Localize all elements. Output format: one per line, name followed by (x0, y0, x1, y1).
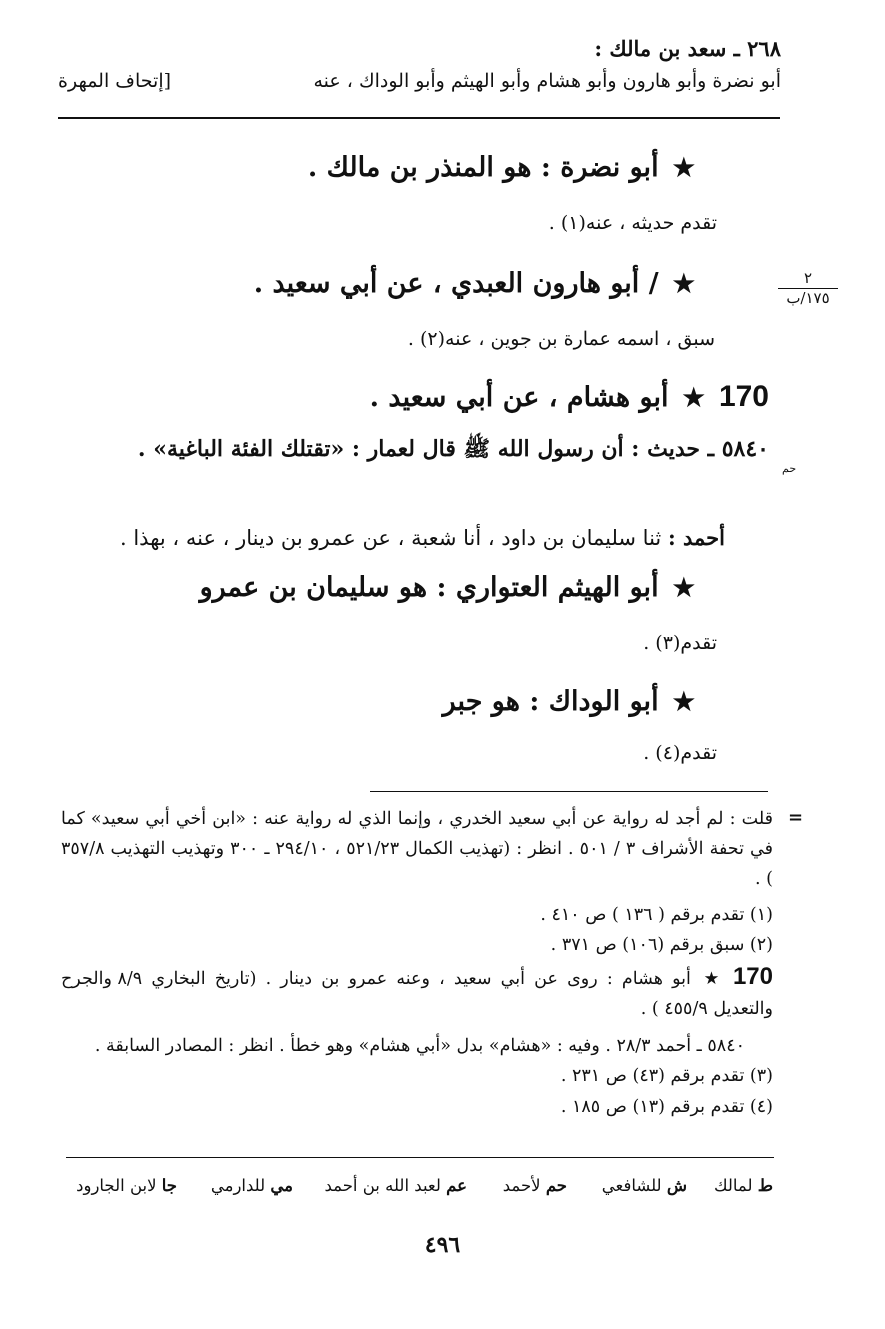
section-heading-abu-waddak (443, 686, 695, 717)
page-number: ٤٩٦ (424, 1232, 461, 1258)
star-icon: ★ (672, 573, 695, 602)
abbr-darimi (211, 1176, 293, 1195)
section-note: سبق ، اسمه عمارة بن جوين ، عنه(٢) . (407, 328, 715, 350)
star-icon: ★ (672, 153, 695, 182)
abbr-name: للدارمي (210, 1176, 266, 1195)
header-rule (58, 117, 780, 119)
heading-text: أبو هشام ، عن أبي سعيد . (369, 382, 669, 413)
entry-number: 170 (718, 380, 769, 413)
section-note: تقدم(٣) . (643, 632, 717, 654)
footnote-1: (١) تقدم برقم ( ١٣٦ ) ص ٤١٠ . (540, 905, 773, 925)
abbr-name: لمالك (713, 1176, 753, 1195)
section-heading-abu-hisham (370, 380, 769, 414)
heading-text: أبو الوداك : هو جبر (442, 686, 659, 717)
abbr-name: لابن الجارود (76, 1176, 157, 1195)
star-icon: ★ (682, 383, 705, 412)
margin-folio-ref (778, 268, 838, 307)
star-icon: ★ (672, 687, 695, 716)
abbr-name: لعبد الله بن أحمد (324, 1176, 441, 1195)
section-heading-abu-harun (254, 268, 695, 299)
abbr-malik (714, 1176, 773, 1195)
isnad-line (120, 525, 725, 550)
heading-text: / أبو هارون العبدي ، عن أبي سعيد . (253, 268, 659, 299)
abbr-code: جا (161, 1176, 177, 1195)
continuation-marker: = (788, 807, 804, 828)
abbr-ahmad (503, 1176, 567, 1195)
heading-text: أبو نضرة : هو المنذر بن مالك . (307, 152, 659, 183)
footnote-rule (370, 791, 768, 792)
abbr-code: ط (757, 1176, 773, 1195)
footnote-intro: قلت : لم أجد له رواية عن أبي سعيد الخدري ، وإنما الذي له رواية عنه : «ابن أخي أبي سعيد» كما في تحفة الأشراف ٣ / ٥٠١ . انظر : (تهذيب الكمال ٥٢١/٢٣ ، ٢٩٤/١٠ ـ ٣٠٠ وتهذيب التهذيب ٣٥٧/٨ ) . (61, 809, 773, 889)
abbr-shafii (602, 1176, 687, 1195)
section-heading-abu-haytham (200, 572, 695, 603)
margin-number: ٢ (778, 268, 838, 289)
abbr-code: ش (666, 1176, 687, 1195)
isnad-label: أحمد : (667, 525, 725, 550)
abbreviations-rule (66, 1157, 774, 1158)
entry-title: ٢٦٨ ـ سعد بن مالك : (594, 36, 781, 61)
isnad-text: ثنا سليمان بن داود ، أنا شعبة ، عن عمرو بن دينار ، عنه ، بهذا . (120, 526, 662, 550)
book-title: [إتحاف المهرة (58, 70, 172, 92)
hadith-source-marker: حم (782, 462, 797, 475)
abbr-code: حم (545, 1176, 567, 1195)
margin-folio: ١٧٥/ب (786, 289, 830, 307)
section-note: تقدم(٤) . (643, 742, 717, 764)
star-icon: ★ (700, 969, 723, 989)
footnote-entry-number: 170 (732, 963, 773, 990)
footnote-4: (٤) تقدم برقم (١٣) ص ١٨٥ . (560, 1097, 773, 1117)
star-icon: ★ (672, 269, 695, 298)
footnote-170 (61, 962, 773, 1024)
footnote-170-text: أبو هشام : روى عن أبي سعيد ، وعنه عمرو بن دينار . (تاريخ البخاري ٨/٩ والجرح والتعديل ٤٥٥/٩ ) . (61, 969, 773, 1019)
abbr-code: عم (446, 1176, 467, 1195)
footnote-3: (٣) تقدم برقم (٤٣) ص ٢٣١ . (560, 1066, 773, 1086)
abbr-name: للشافعي (601, 1176, 662, 1195)
footnote-5840: ٥٨٤٠ ـ أحمد ٢٨/٣ . وفيه : «هشام» بدل «أبي هشام» وهو خطأ . انظر : المصادر السابقة . (94, 1036, 745, 1056)
hadith-text: ٥٨٤٠ ـ حديث : أن رسول الله ﷺ قال لعمار : «تقتلك الفئة الباغية» . (137, 436, 769, 462)
entry-subtitle: أبو نضرة وأبو هارون وأبو هشام وأبو الهيثم وأبو الوداك ، عنه (313, 70, 781, 92)
abbr-code: مي (270, 1176, 293, 1195)
footnote-2: (٢) سبق برقم (١٠٦) ص ٣٧١ . (550, 935, 773, 955)
section-note: تقدم حديثه ، عنه(١) . (548, 212, 717, 234)
abbr-ibn-jarud (76, 1176, 177, 1195)
abbr-abdullah (325, 1176, 468, 1195)
heading-text: أبو الهيثم العتواري : هو سليمان بن عمرو (199, 572, 659, 603)
section-heading-abu-nadra (308, 152, 695, 183)
abbr-name: لأحمد (502, 1176, 541, 1195)
